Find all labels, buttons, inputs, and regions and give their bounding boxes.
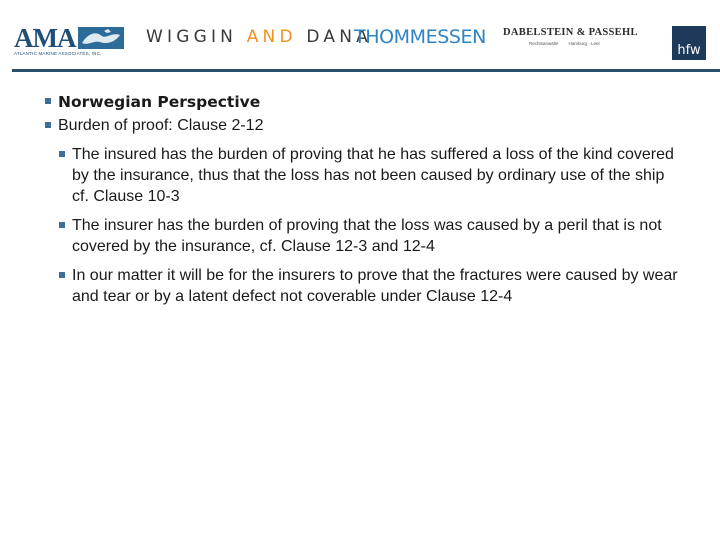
dabelstein-sub-right: Hamburg · Leer (568, 41, 601, 46)
ama-logo-text: AMA (14, 23, 76, 53)
dabelstein-subline (529, 41, 645, 46)
header-divider (12, 69, 720, 72)
ama-map-graphic (78, 27, 124, 49)
dabelstein-passehl-logo (503, 27, 645, 46)
square-bullet-icon (59, 222, 65, 228)
ama-logo-subtitle: ATLANTIC MARINE ASSOCIATES, INC. (14, 51, 102, 56)
square-bullet-icon (45, 98, 51, 104)
section-heading (45, 116, 685, 136)
list-item-text: The insured has the burden of proving that he has suffered a loss of the kind covered by the insurance, thus that the loss has not been caused by ordinary use of the ship cf. Clause 10-3 (72, 146, 674, 205)
wiggin-and-dana-logo (146, 26, 372, 48)
section-heading-text: Burden of proof: Clause 2-12 (58, 117, 264, 134)
list-item-text: In our matter it will be for the insurers to prove that the fractures were caused by wear and tear or by a latent defect not coverable under Clause 12-4 (72, 267, 678, 305)
slide-title (45, 92, 685, 112)
logo-header (0, 0, 720, 72)
list-item-text: The insurer has the burden of proving that the loss was caused by a peril that is not covered by the insurance, cf. Clause 12-3 and 12-4 (72, 217, 662, 255)
square-bullet-icon (59, 272, 65, 278)
wiggin-and-text: AND (246, 27, 297, 47)
list-item (59, 144, 685, 207)
hfw-logo: hfw (672, 26, 706, 60)
list-item (59, 215, 685, 257)
square-bullet-icon (45, 122, 51, 128)
ama-logo (14, 24, 126, 56)
square-bullet-icon (59, 151, 65, 157)
slide-title-text: Norwegian Perspective (58, 93, 261, 111)
thommessen-logo: THOMMESSEN (354, 26, 486, 48)
dabelstein-name: DABELSTEIN & PASSEHL (503, 27, 638, 38)
dabelstein-sub-left: Rechtsanwälte (529, 41, 559, 46)
slide-body (45, 92, 685, 311)
dana-text: DANA (296, 27, 372, 47)
wiggin-text: WIGGIN (146, 27, 247, 47)
list-item (59, 265, 685, 307)
